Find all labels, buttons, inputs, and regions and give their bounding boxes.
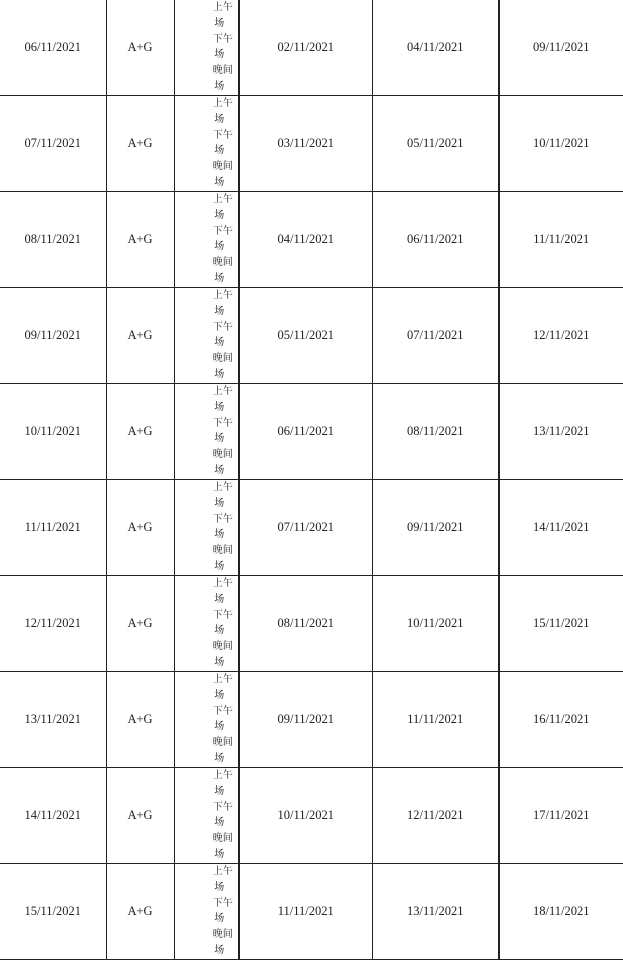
date-3-cell [499, 0, 623, 96]
session-cell [174, 672, 239, 768]
session-morning-label: 上午 [212, 482, 233, 493]
session-morning-suffix: 场 [214, 209, 225, 221]
date-1-cell [239, 384, 372, 480]
session-morning-label: 上午 [212, 578, 233, 589]
date-3-cell [499, 768, 623, 864]
session-list [175, 96, 239, 191]
exam-date-cell [0, 768, 106, 864]
table-row [0, 384, 623, 480]
date-3-cell [499, 96, 623, 192]
group-code: A+G [127, 616, 153, 630]
session-afternoon-suffix: 场 [214, 337, 225, 349]
session-evening-suffix: 场 [214, 560, 225, 572]
table-row [0, 96, 623, 192]
date-2-cell [372, 480, 499, 576]
table-row [0, 0, 623, 96]
session-evening-label: 晚间 [212, 65, 233, 77]
exam-date-cell [0, 576, 106, 672]
date-1-cell [239, 480, 372, 576]
session-afternoon-label: 下午 [212, 609, 233, 621]
group-code: A+G [127, 808, 153, 822]
table-row [0, 768, 623, 864]
date-3-cell [499, 672, 623, 768]
date-2: 05/11/2021 [407, 136, 464, 150]
session-list [175, 0, 239, 95]
table-row [0, 864, 623, 960]
session-afternoon-suffix: 场 [214, 721, 225, 733]
date-2-cell [372, 192, 499, 288]
session-morning-label: 上午 [212, 290, 233, 301]
date-3-cell [499, 192, 623, 288]
group-code: A+G [127, 712, 153, 726]
table-row [0, 576, 623, 672]
date-1-cell [239, 0, 372, 96]
session-evening-suffix: 场 [214, 272, 225, 284]
date-1: 08/11/2021 [277, 616, 334, 630]
session-afternoon-label: 下午 [212, 417, 233, 429]
group-cell [106, 672, 174, 768]
session-morning-label: 上午 [212, 674, 233, 685]
session-list [175, 576, 239, 671]
date-1: 06/11/2021 [277, 424, 334, 438]
date-3-cell [499, 576, 623, 672]
session-evening-suffix: 场 [214, 368, 225, 380]
group-cell [106, 576, 174, 672]
date-3-cell [499, 384, 623, 480]
session-cell [174, 0, 239, 96]
date-1: 10/11/2021 [277, 808, 334, 822]
date-1-cell [239, 96, 372, 192]
session-cell [174, 864, 239, 960]
session-afternoon-label: 下午 [212, 513, 233, 525]
session-morning-suffix: 场 [214, 113, 225, 125]
date-2: 11/11/2021 [407, 712, 464, 726]
session-evening-suffix: 场 [214, 80, 225, 92]
session-evening-label: 晚间 [212, 545, 233, 557]
session-morning-label: 上午 [212, 386, 233, 397]
session-afternoon-label: 下午 [212, 801, 233, 813]
table-row [0, 192, 623, 288]
session-afternoon-suffix: 场 [214, 529, 225, 541]
session-afternoon-label: 下午 [212, 897, 233, 909]
date-2: 12/11/2021 [407, 808, 464, 822]
session-afternoon-suffix: 场 [214, 913, 225, 925]
session-evening-label: 晚间 [212, 641, 233, 653]
session-list [175, 672, 239, 767]
date-1: 05/11/2021 [277, 328, 334, 342]
date-1-cell [239, 192, 372, 288]
session-evening-label: 晚间 [212, 929, 233, 941]
exam-date-cell [0, 384, 106, 480]
session-list [175, 864, 239, 959]
group-cell [106, 96, 174, 192]
session-morning-suffix: 场 [214, 593, 225, 605]
group-code: A+G [127, 520, 153, 534]
date-1: 02/11/2021 [277, 40, 334, 54]
group-cell [106, 384, 174, 480]
date-2-cell [372, 384, 499, 480]
group-cell [106, 0, 174, 96]
date-3-cell [499, 864, 623, 960]
date-1: 09/11/2021 [277, 712, 334, 726]
exam-date-cell [0, 288, 106, 384]
session-cell [174, 96, 239, 192]
date-3: 09/11/2021 [533, 40, 590, 54]
session-list [175, 288, 239, 383]
exam-date: 09/11/2021 [24, 328, 81, 342]
date-3: 13/11/2021 [533, 424, 590, 438]
date-3: 10/11/2021 [533, 136, 590, 150]
date-1: 04/11/2021 [277, 232, 334, 246]
session-morning-label: 上午 [212, 770, 233, 781]
session-afternoon-suffix: 场 [214, 49, 225, 61]
date-3: 14/11/2021 [533, 520, 590, 534]
date-1-cell [239, 672, 372, 768]
session-evening-suffix: 场 [214, 944, 225, 956]
session-cell [174, 192, 239, 288]
exam-date-cell [0, 480, 106, 576]
session-list [175, 384, 239, 479]
exam-date: 08/11/2021 [24, 232, 81, 246]
date-2: 10/11/2021 [407, 616, 464, 630]
date-2: 06/11/2021 [407, 232, 464, 246]
date-1-cell [239, 768, 372, 864]
exam-date: 10/11/2021 [24, 424, 81, 438]
date-1: 07/11/2021 [277, 520, 334, 534]
date-2: 09/11/2021 [407, 520, 464, 534]
date-3-cell [499, 288, 623, 384]
date-3-cell [499, 480, 623, 576]
session-evening-label: 晚间 [212, 833, 233, 845]
exam-date: 15/11/2021 [24, 904, 81, 918]
date-3: 18/11/2021 [533, 904, 590, 918]
session-morning-suffix: 场 [214, 17, 225, 29]
session-evening-label: 晚间 [212, 737, 233, 749]
table-row [0, 480, 623, 576]
session-afternoon-suffix: 场 [214, 145, 225, 157]
exam-date-cell [0, 0, 106, 96]
session-afternoon-label: 下午 [212, 705, 233, 717]
date-2: 13/11/2021 [407, 904, 464, 918]
group-code: A+G [127, 904, 153, 918]
date-2-cell [372, 672, 499, 768]
group-code: A+G [127, 328, 153, 342]
date-2: 04/11/2021 [407, 40, 464, 54]
session-evening-label: 晚间 [212, 161, 233, 173]
exam-date-cell [0, 672, 106, 768]
session-afternoon-suffix: 场 [214, 625, 225, 637]
date-3: 17/11/2021 [533, 808, 590, 822]
session-cell [174, 384, 239, 480]
session-afternoon-label: 下午 [212, 225, 233, 237]
date-3: 15/11/2021 [533, 616, 590, 630]
session-afternoon-label: 下午 [212, 321, 233, 333]
session-afternoon-suffix: 场 [214, 433, 225, 445]
group-code: A+G [127, 40, 153, 54]
session-cell [174, 768, 239, 864]
session-list [175, 480, 239, 575]
date-2-cell [372, 288, 499, 384]
session-afternoon-suffix: 场 [214, 241, 225, 253]
session-evening-suffix: 场 [214, 656, 225, 668]
date-1-cell [239, 864, 372, 960]
table-row [0, 288, 623, 384]
session-morning-suffix: 场 [214, 881, 225, 893]
date-2-cell [372, 864, 499, 960]
session-morning-suffix: 场 [214, 689, 225, 701]
session-afternoon-suffix: 场 [214, 817, 225, 829]
exam-date: 06/11/2021 [24, 40, 81, 54]
group-cell [106, 864, 174, 960]
date-2-cell [372, 576, 499, 672]
session-afternoon-label: 下午 [212, 129, 233, 141]
exam-date: 14/11/2021 [24, 808, 81, 822]
date-3: 12/11/2021 [533, 328, 590, 342]
session-evening-suffix: 场 [214, 848, 225, 860]
session-evening-label: 晚间 [212, 449, 233, 461]
session-morning-suffix: 场 [214, 401, 225, 413]
session-evening-suffix: 场 [214, 464, 225, 476]
date-2: 07/11/2021 [407, 328, 464, 342]
session-cell [174, 480, 239, 576]
session-morning-suffix: 场 [214, 305, 225, 317]
date-1-cell [239, 576, 372, 672]
exam-date-cell [0, 192, 106, 288]
exam-date-cell [0, 864, 106, 960]
exam-date-cell [0, 96, 106, 192]
session-morning-label: 上午 [212, 866, 233, 877]
table-row [0, 672, 623, 768]
group-cell [106, 288, 174, 384]
date-3: 11/11/2021 [533, 232, 590, 246]
session-morning-label: 上午 [212, 98, 233, 109]
session-morning-label: 上午 [212, 194, 233, 205]
session-list [175, 768, 239, 863]
session-evening-suffix: 场 [214, 752, 225, 764]
session-evening-label: 晚间 [212, 257, 233, 269]
session-cell [174, 288, 239, 384]
date-1: 11/11/2021 [277, 904, 334, 918]
group-code: A+G [127, 424, 153, 438]
date-2: 08/11/2021 [407, 424, 464, 438]
date-1-cell [239, 288, 372, 384]
group-code: A+G [127, 136, 153, 150]
date-2-cell [372, 768, 499, 864]
exam-date: 13/11/2021 [24, 712, 81, 726]
exam-date: 11/11/2021 [24, 520, 81, 534]
session-afternoon-label: 下午 [212, 33, 233, 45]
date-3: 16/11/2021 [533, 712, 590, 726]
date-2-cell [372, 96, 499, 192]
date-2-cell [372, 0, 499, 96]
date-1: 03/11/2021 [277, 136, 334, 150]
session-cell [174, 576, 239, 672]
group-cell [106, 480, 174, 576]
group-cell [106, 768, 174, 864]
group-cell [106, 192, 174, 288]
session-morning-suffix: 场 [214, 785, 225, 797]
group-code: A+G [127, 232, 153, 246]
session-morning-suffix: 场 [214, 497, 225, 509]
session-morning-label: 上午 [212, 2, 233, 13]
exam-date: 12/11/2021 [24, 616, 81, 630]
exam-date: 07/11/2021 [24, 136, 81, 150]
session-list [175, 192, 239, 287]
session-evening-label: 晚间 [212, 353, 233, 365]
session-evening-suffix: 场 [214, 176, 225, 188]
